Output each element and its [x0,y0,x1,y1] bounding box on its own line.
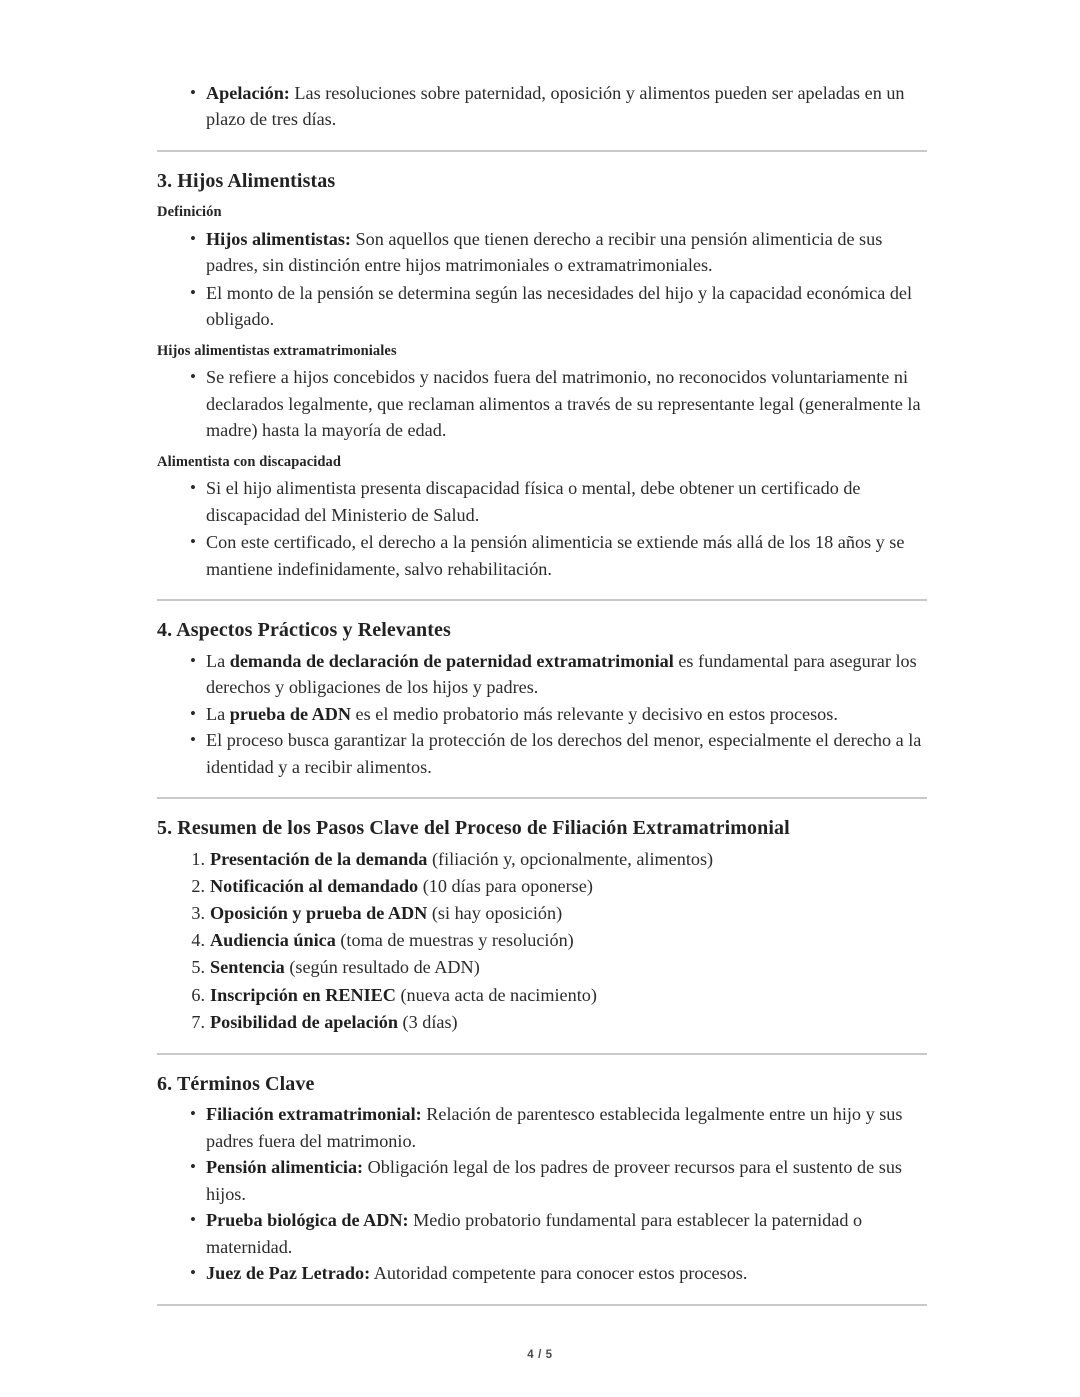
list-item [157,727,927,780]
list-item [157,1009,927,1036]
section-heading: 4. Aspectos Prácticos y Relevantes [157,619,451,642]
bullet-term: prueba de ADN [229,703,351,724]
bullet-term: Pensión alimenticia: [206,1157,364,1178]
step-term: Audiencia única [210,930,336,951]
list-item [157,80,927,133]
step-text: (según resultado de ADN) [284,957,480,978]
step-text: (3 días) [397,1011,458,1032]
section-hijos-alimentistas [157,168,927,582]
step-term: Posibilidad de apelación [210,1011,398,1032]
list-item [157,648,927,701]
list-item [157,873,927,900]
extramatrimoniales-list [157,364,927,443]
list-item [157,1154,927,1207]
bullet-text: Si el hijo alimentista presenta discapacidad física o mental, debe obtener un certificado de discapacidad del Ministerio de Salud. [206,478,861,525]
list-item [157,529,927,582]
list-item [157,280,927,333]
bullet-term: Filiación extramatrimonial: [206,1104,422,1125]
list-item [157,226,927,279]
bullet-text: El monto de la pensión se determina según las necesidades del hijo y la capacidad económica del obligado. [206,282,913,330]
bullet-term: Apelación: [206,83,290,103]
bullet-text: Son aquellos que tienen derecho a recibir una pensión alimenticia de sus padres, sin distinción entre hijos matrimoniales o extramatrimoniales. [206,228,883,276]
bullet-text: Las resoluciones sobre paternidad, oposición y alimentos pueden ser apeladas en un plazo de tres días. [206,83,905,130]
list-item [157,1260,927,1286]
section-divider [157,599,927,601]
step-text: (toma de muestras y resolución) [335,930,574,951]
step-term: Inscripción en RENIEC [210,984,396,1005]
bullet-text: es el medio probatorio más relevante y decisivo en estos procesos. [351,703,838,724]
section-aspectos-practicos [157,617,927,780]
step-text: (si hay oposición) [427,902,563,923]
bullet-text: Medio probatorio fundamental para establecer la paternidad o maternidad. [206,1210,863,1257]
step-text: (10 días para oponerse) [418,875,593,896]
discapacidad-list [157,475,927,582]
list-item [157,982,927,1009]
page-number-label: 4 / 5 [527,1349,553,1361]
page-footer [0,1349,1080,1361]
list-item [157,475,927,528]
list-item [157,927,927,954]
step-term: Sentencia [210,957,285,978]
list-item [157,701,927,727]
bullet-prefix: La [206,703,230,724]
section-divider [157,1053,927,1055]
section-terminos-clave [157,1071,927,1287]
continued-bullet-list [157,80,927,133]
section-resumen-pasos [157,815,927,1036]
step-term: Presentación de la demanda [210,848,428,869]
bullet-text: Relación de parentesco establecida legalmente entre un hijo y sus padres fuera del matrimonio. [206,1104,903,1151]
bullet-text: es fundamental para asegurar los derechos y obligaciones de los hijos y padres. [206,650,917,698]
bullet-term: Hijos alimentistas: [206,228,351,249]
section-divider [157,797,927,799]
definicion-list [157,226,927,333]
bullet-term: demanda de declaración de paternidad extramatrimonial [229,650,674,671]
subheading-definicion: Definición [157,204,222,221]
list-item [157,1207,927,1260]
terminos-list [157,1101,927,1286]
bullet-text: Autoridad competente para conocer estos procesos. [370,1263,748,1284]
step-text: (nueva acta de nacimiento) [395,984,597,1005]
section-divider [157,1304,927,1306]
section-heading: 5. Resumen de los Pasos Clave del Proceso de Filiación Extramatrimonial [157,817,790,840]
section-heading: 6. Términos Clave [157,1073,315,1095]
bullet-term: Prueba biológica de ADN: [206,1210,409,1231]
bullet-text: Obligación legal de los padres de proveer recursos para el sustento de sus hijos. [206,1157,902,1204]
step-term: Notificación al demandado [210,875,419,896]
subheading-discapacidad: Alimentista con discapacidad [157,453,342,470]
section-divider [157,150,927,152]
document-content [157,80,927,1322]
bullet-text: Con este certificado, el derecho a la pensión alimenticia se extiende más allá de los 18 años y se mantiene indefinidamente, salvo rehabilitación. [206,532,905,579]
section-heading: 3. Hijos Alimentistas [157,169,336,192]
bullet-text: El proceso busca garantizar la protección de los derechos del menor, especialmente el derecho a la identidad y a recibir alimentos. [206,730,922,777]
bullet-term: Juez de Paz Letrado: [206,1263,371,1284]
aspectos-list [157,648,927,780]
subheading-extramatrimoniales: Hijos alimentistas extramatrimoniales [157,342,397,359]
pasos-clave-list [157,846,927,1036]
list-item [157,954,927,981]
list-item [157,1101,927,1154]
step-text: (filiación y, opcionalmente, alimentos) [427,848,714,869]
list-item [157,364,927,443]
bullet-text: Se refiere a hijos concebidos y nacidos fuera del matrimonio, no reconocidos voluntariamente ni declarados legalmente, que reclaman alimentos a través de su representante legal (generalmente la madre) hasta la mayoría de edad. [206,367,921,441]
list-item [157,846,927,873]
bullet-prefix: La [206,650,230,671]
list-item [157,900,927,927]
step-term: Oposición y prueba de ADN [210,902,428,923]
